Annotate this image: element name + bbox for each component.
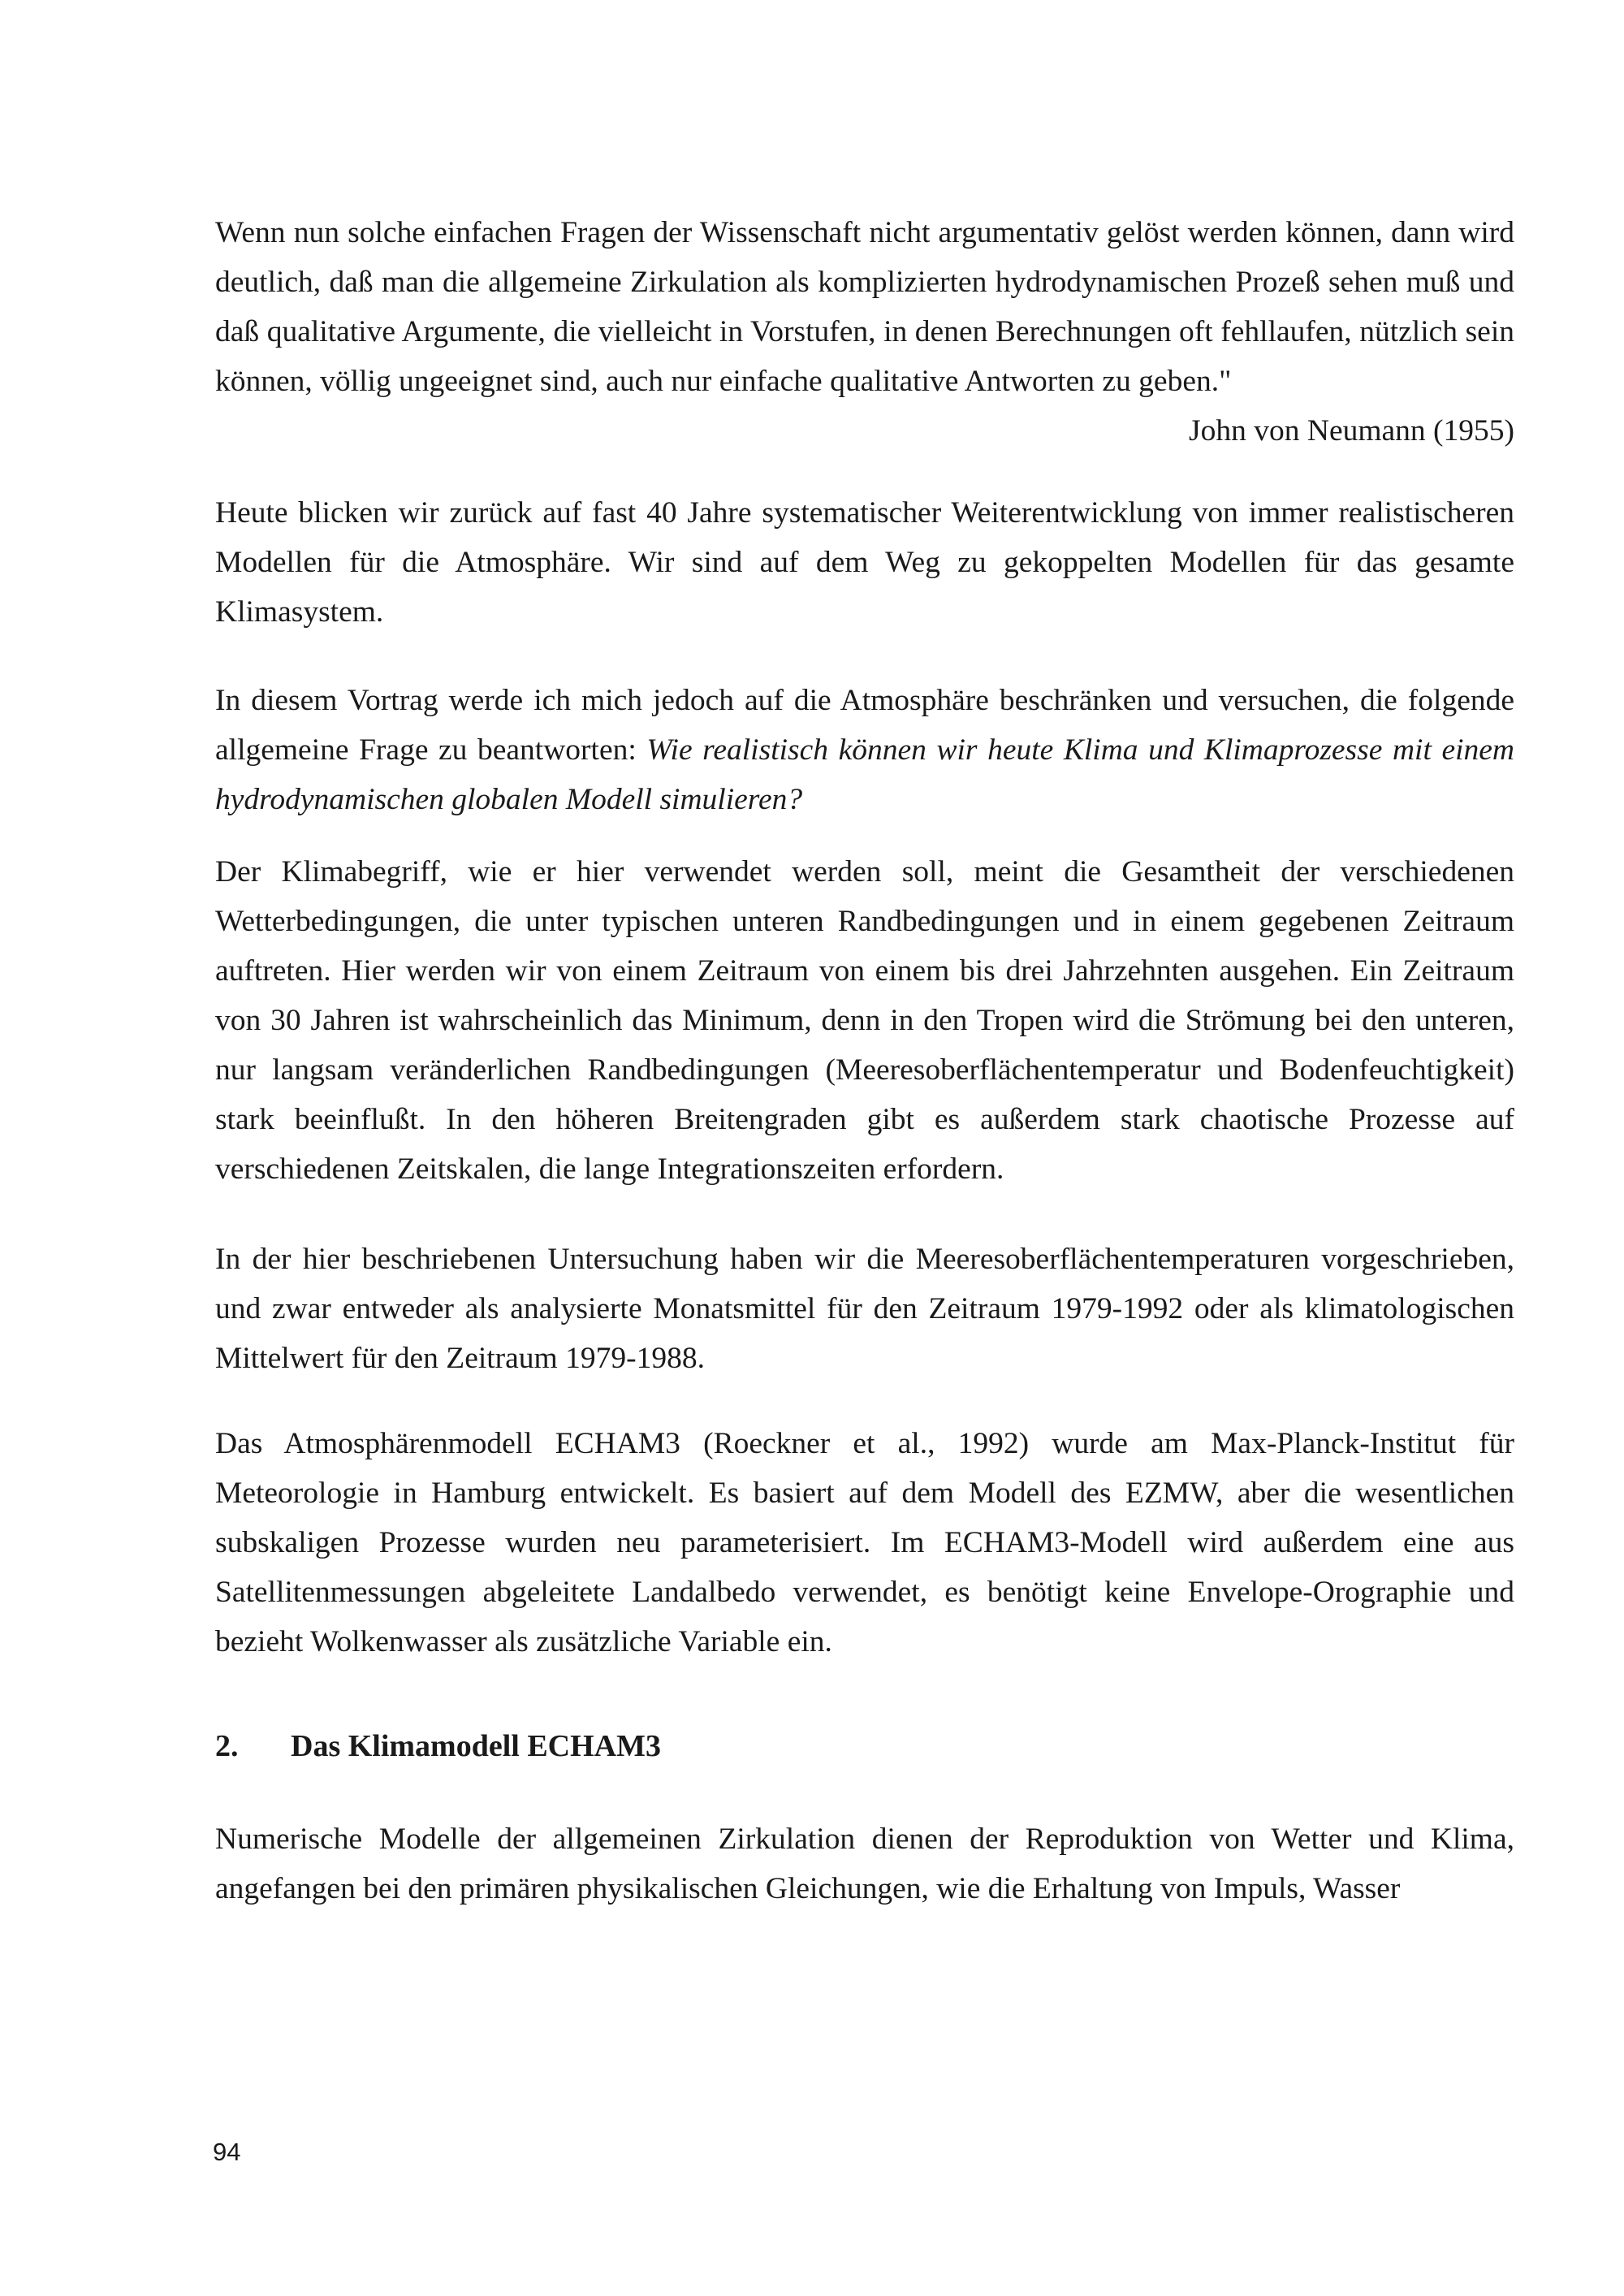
quote-block — [215, 208, 1514, 456]
paragraph-2 — [215, 676, 1514, 824]
paragraph-1: Heute blicken wir zurück auf fast 40 Jahre systematischer Weiterentwicklung von immer realistischeren Modellen für die Atmosphäre. Wir sind auf dem Weg zu gekoppelten Modellen für das gesamte Klimasystem. — [215, 496, 1514, 629]
paragraph-6: Numerische Modelle der allgemeinen Zirkulation dienen der Reproduktion von Wetter und Klima, angefangen bei den primären physikalischen Gleichungen, wie die Erhaltung von Impuls, Wasser — [215, 1823, 1514, 1905]
paragraph-4: In der hier beschriebenen Untersuchung haben wir die Meeresoberflächentemperaturen vorgeschrieben, und zwar entweder als analysierte Monatsmittel für den Zeitraum 1979-1992 oder als klimatologischen Mittelwert für den Zeitraum 1979-1988. — [215, 1243, 1514, 1375]
quote-attribution: John von Neumann (1955) — [1189, 414, 1514, 448]
quote-attribution-line — [215, 406, 1514, 456]
paragraph-5: Das Atmosphärenmodell ECHAM3 (Roeckner et al., 1992) wurde am Max-Planck-Institut für Meteorologie in Hamburg entwickelt. Es basiert auf dem Modell des EZMW, aber die wesentlichen subskaligen Prozesse wurden neu parameterisiert. Im ECHAM3-Modell wird außerdem eine aus Satellitenmessungen abgeleitete Landalbedo verwendet, es benötigt keine Envelope-Orographie und bezieht Wolkenwasser als zusätzliche Variable ein. — [215, 1427, 1514, 1658]
paragraph-2-question: Wie realistisch können wir heute Klima und Klimaprozesse mit einem hydrodynamischen globalen Modell simulieren? — [215, 733, 1514, 816]
paragraph-3: Der Klimabegriff, wie er hier verwendet werden soll, meint die Gesamtheit der verschiedenen Wetterbedingungen, die unter typischen unteren Randbedingungen und in einem gegebenen Zeitraum auftreten. Hier werden wir von einem Zeitraum von einem bis drei Jahrzehnten ausgehen. Ein Zeitraum von 30 Jahren ist wahrscheinlich das Minimum, denn in den Tropen wird die Strömung bei den unteren, nur langsam veränderlichen Randbedingungen (Meeresoberflächentemperatur und Bodenfeuchtigkeit) stark beeinflußt. In den höheren Breitengraden gibt es außerdem stark chaotische Prozesse auf verschiedenen Zeitskalen, die lange Integrationszeiten erfordern. — [215, 855, 1514, 1186]
paragraph-2-intro: In diesem Vortrag werde ich mich jedoch auf die Atmosphäre beschränken und versuchen, die folgende allgemeine Frage zu beantworten: — [215, 684, 1514, 767]
page-number: 94 — [213, 2138, 241, 2166]
section-number: 2. — [215, 1729, 239, 1763]
quote-text: Wenn nun solche einfachen Fragen der Wissenschaft nicht argumentativ gelöst werden können, dann wird deutlich, daß man die allgemeine Zirkulation als komplizierten hydrodynamischen Prozeß sehen muß und daß qualitative Argumente, die vielleicht in Vorstufen, in denen Berechnungen oft fehllaufen, nützlich sein können, völlig ungeeignet sind, auch nur einfache qualitative Antworten zu geben." — [215, 216, 1514, 398]
section-title: Das Klimamodell ECHAM3 — [291, 1729, 661, 1763]
section-heading — [215, 1728, 661, 1764]
